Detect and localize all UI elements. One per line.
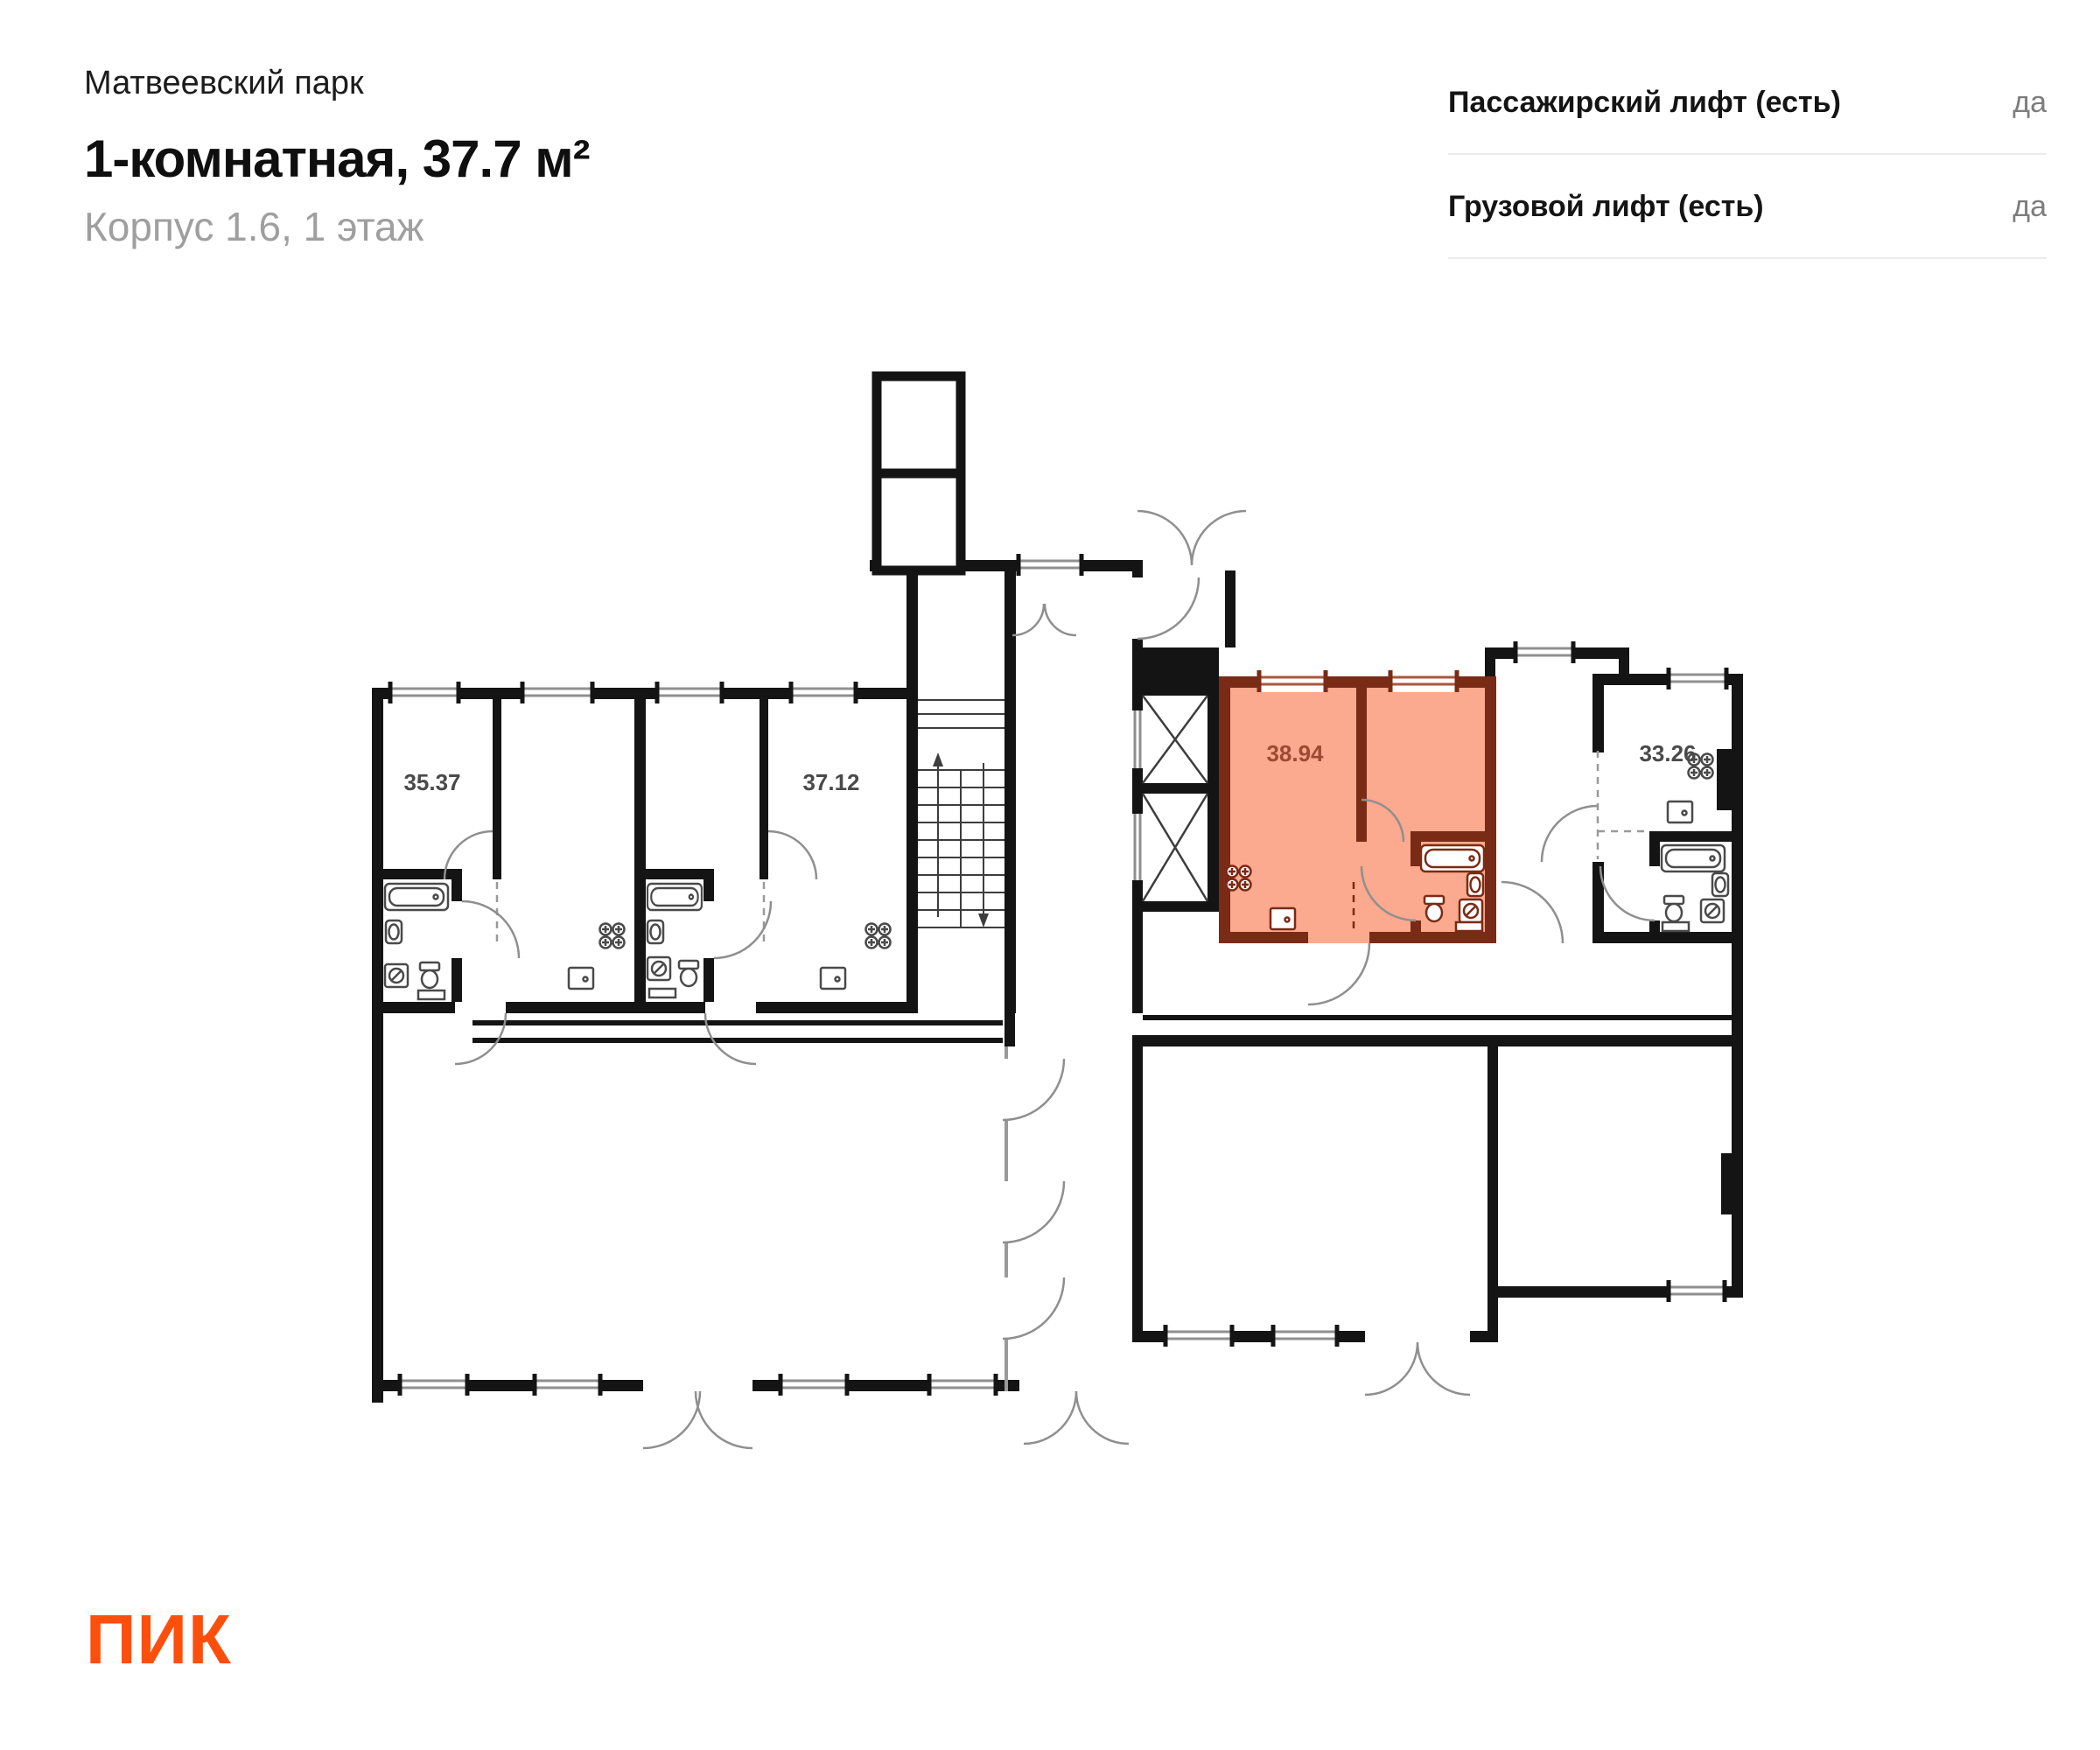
pik-logo: ПИК xyxy=(86,1600,232,1678)
unit-3326-label: 33.26 xyxy=(1639,740,1697,766)
door-arcs xyxy=(444,511,1660,1448)
info-label: Грузовой лифт (есть) xyxy=(1448,190,1764,223)
kitchen-sink-icon xyxy=(1270,908,1295,929)
unit-3894-label: 38.94 xyxy=(1266,740,1324,766)
elevator-door xyxy=(1132,814,1143,880)
info-value: да xyxy=(2012,190,2047,223)
info-label: Пассажирский лифт (есть) xyxy=(1448,86,1841,119)
walls xyxy=(372,376,1743,1403)
unit-3712-label: 37.12 xyxy=(802,769,860,795)
cabinet-icon xyxy=(1456,922,1482,931)
elevator-shafts xyxy=(1132,696,1208,901)
bathtub-icon xyxy=(1421,845,1484,872)
info-value: да xyxy=(2012,86,2047,119)
sink-icon xyxy=(1467,873,1483,896)
page-subtitle: Корпус 1.6, 1 этаж xyxy=(84,204,424,249)
unit-highlighted-3894 xyxy=(1219,670,1496,1004)
unit-3712-fixtures xyxy=(648,884,891,998)
unit-3537-fixtures xyxy=(385,884,625,999)
unit-3537-label: 35.37 xyxy=(403,769,461,795)
staircase xyxy=(918,700,1004,928)
toilet-icon xyxy=(1424,896,1444,921)
elevator-door xyxy=(1132,710,1143,768)
project-name: Матвеевский парк xyxy=(84,65,364,102)
page-title: 1-комнатная, 37.7 м² xyxy=(84,130,590,188)
washer-icon xyxy=(1460,900,1482,922)
